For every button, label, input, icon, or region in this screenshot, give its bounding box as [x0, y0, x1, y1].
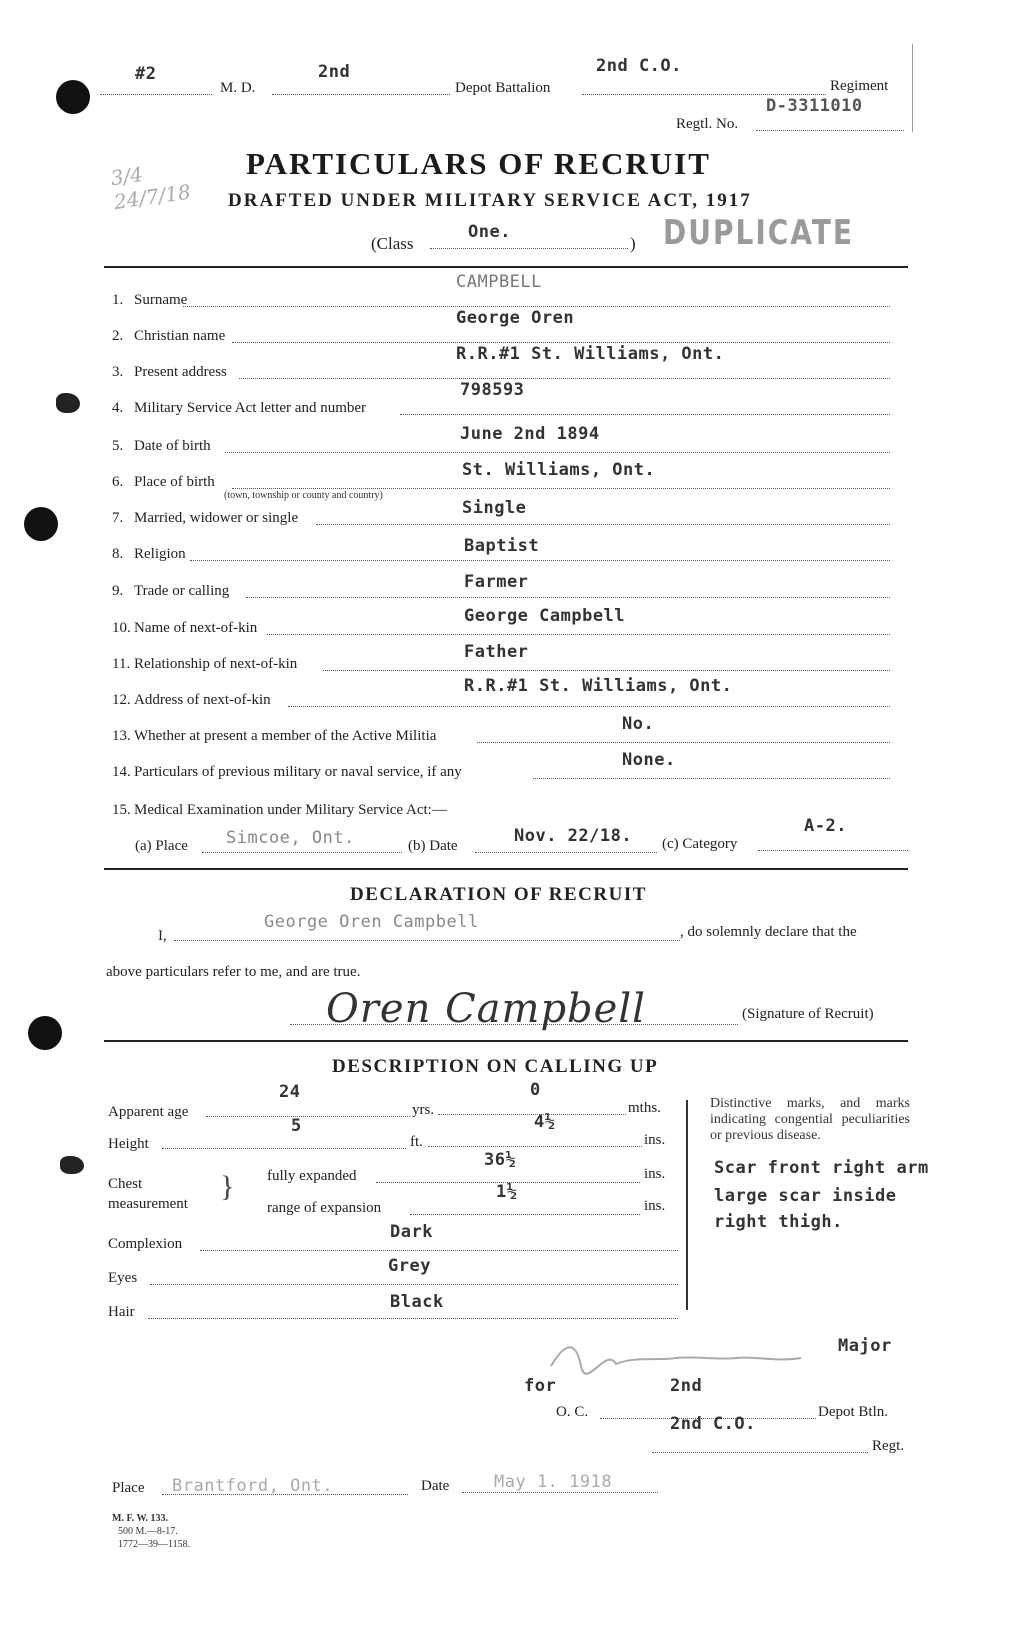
officer-for: for [524, 1376, 557, 1396]
field-number: 12. [112, 692, 131, 708]
marks-line-1: Scar front right arm [714, 1158, 929, 1178]
field-value: St. Williams, Ont. [462, 460, 656, 480]
field-value: R.R.#1 St. Williams, Ont. [456, 344, 725, 364]
medical-category-label: (c) Category [662, 836, 738, 852]
declaration-text: , do solemnly declare that the [680, 924, 857, 940]
class-value: One. [468, 222, 511, 242]
divider [104, 266, 908, 268]
description-title: DESCRIPTION ON CALLING UP [332, 1056, 659, 1077]
distinctive-marks-label: Distinctive marks, and marks indicating congential peculiarities or previous disease. [710, 1096, 910, 1143]
complexion-label: Complexion [108, 1236, 183, 1252]
brace: } [220, 1170, 235, 1203]
mths-label: mths. [628, 1100, 661, 1116]
field-label: Surname [134, 292, 188, 308]
field-value: R.R.#1 St. Williams, Ont. [464, 676, 733, 696]
divider [104, 868, 908, 870]
field-number: 3. [112, 364, 124, 380]
margin-line [912, 44, 913, 132]
regiment-label: Regiment [830, 78, 889, 94]
officer-signature [546, 1336, 806, 1376]
class-close: ) [630, 234, 636, 253]
field-value: CAMPBELL [456, 272, 542, 292]
height-label: Height [108, 1136, 149, 1152]
binder-hole [24, 507, 58, 541]
chest-label: Chest [108, 1176, 143, 1192]
fully-expanded-value: 36½ [484, 1150, 517, 1170]
ft-label: ft. [410, 1134, 423, 1150]
depot-btln-label: Depot Btln. [818, 1404, 888, 1420]
oc-label: O. C. [556, 1404, 589, 1420]
page-title: PARTICULARS OF RECRUIT [246, 146, 711, 181]
birth-place-note: (town, township or county and country) [224, 490, 383, 501]
field-number: 1. [112, 292, 124, 308]
field-number: 2. [112, 328, 124, 344]
field-number: 6. [112, 474, 124, 490]
ins-label: ins. [644, 1166, 666, 1182]
officer-regt-value: 2nd C.O. [670, 1414, 756, 1434]
age-years: 24 [279, 1082, 301, 1102]
age-label: Apparent age [108, 1104, 189, 1120]
field-label: Address of next-of-kin [134, 692, 271, 708]
field-number: 13. [112, 728, 131, 744]
field-number: 7. [112, 510, 124, 526]
declaration-title: DECLARATION OF RECRUIT [350, 884, 647, 905]
field-label: Medical Examination under Military Service Act:— [134, 802, 447, 818]
field-label: Relationship of next-of-kin [134, 656, 298, 672]
field-label: Christian name [134, 328, 226, 344]
form-number-1: M. F. W. 133. [112, 1513, 169, 1524]
field-label: Military Service Act letter and number [134, 400, 367, 416]
field-label: Trade or calling [134, 583, 230, 599]
field-value: June 2nd 1894 [460, 424, 600, 444]
field-number: 14. [112, 764, 131, 780]
page-subtitle: DRAFTED UNDER MILITARY SERVICE ACT, 1917 [228, 190, 752, 211]
range-value: 1½ [496, 1182, 518, 1202]
medical-date-value: Nov. 22/18. [514, 826, 633, 846]
marks-line-3: right thigh. [714, 1212, 843, 1232]
field-label: Whether at present a member of the Active Militia [134, 728, 437, 744]
depot-label: Depot Battalion [455, 80, 551, 96]
binder-hole [28, 1016, 62, 1050]
yrs-label: yrs. [412, 1102, 435, 1118]
medical-place-value: Simcoe, Ont. [226, 828, 355, 848]
field-number: 15. [112, 802, 131, 818]
footer-date-value: May 1. 1918 [494, 1472, 613, 1492]
medical-category-value: A-2. [804, 816, 847, 836]
fully-expanded-label: fully expanded [267, 1168, 357, 1184]
declaration-above: above particulars refer to me, and are true. [106, 964, 361, 980]
binder-hole [56, 80, 90, 114]
field-value: George Oren [456, 308, 575, 328]
class-open: (Class [371, 234, 414, 253]
officer-rank: Major [838, 1336, 892, 1356]
footer-place-value: Brantford, Ont. [172, 1476, 334, 1496]
height-in: 4½ [534, 1112, 556, 1132]
depot-value: 2nd [318, 62, 351, 82]
eyes-label: Eyes [108, 1270, 138, 1286]
ins-label: ins. [644, 1198, 666, 1214]
description-divider [686, 1100, 688, 1310]
duplicate-stamp: DUPLICATE [663, 212, 855, 253]
field-value: George Campbell [464, 606, 626, 626]
declaration-name: George Oren Campbell [264, 912, 479, 932]
field-label: Place of birth [134, 474, 215, 490]
field-label: Particulars of previous military or naval service, if any [134, 764, 462, 780]
field-value: Father [464, 642, 529, 662]
officer-unit: 2nd [670, 1376, 703, 1396]
field-label: Date of birth [134, 438, 211, 454]
height-ft: 5 [291, 1116, 302, 1136]
field-label: Present address [134, 364, 227, 380]
medical-date-label: (b) Date [408, 838, 458, 854]
footer-date-label: Date [421, 1478, 450, 1494]
pencil-note: 3/4 24/7/18 [109, 162, 193, 215]
field-number: 5. [112, 438, 124, 454]
field-number: 4. [112, 400, 124, 416]
field-value: 798593 [460, 380, 525, 400]
regiment-value: 2nd C.O. [596, 56, 682, 76]
eyes-value: Grey [388, 1256, 431, 1276]
range-label: range of expansion [267, 1200, 382, 1216]
ins-label: ins. [644, 1132, 666, 1148]
form-number-2: 500 M.—8-17. [118, 1526, 178, 1537]
field-value: None. [622, 750, 676, 770]
field-number: 11. [112, 656, 131, 672]
divider [104, 1040, 908, 1042]
field-label: Married, widower or single [134, 510, 299, 526]
md-number: #2 [135, 64, 157, 84]
field-number: 9. [112, 583, 124, 599]
declaration-i: I, [158, 928, 167, 944]
marks-line-2: large scar inside [714, 1186, 897, 1206]
field-number: 8. [112, 546, 124, 562]
field-number: 10. [112, 620, 131, 636]
regtl-no-value: D-3311010 [766, 96, 863, 116]
field-value: Single [462, 498, 527, 518]
field-value: No. [622, 714, 655, 734]
age-months: 0 [530, 1080, 541, 1100]
regt-label: Regt. [872, 1438, 905, 1454]
medical-place-label: (a) Place [135, 838, 188, 854]
ink-blot [60, 1156, 84, 1174]
md-label: M. D. [220, 80, 256, 96]
field-label: Name of next-of-kin [134, 620, 258, 636]
field-value: Farmer [464, 572, 529, 592]
field-label: Religion [134, 546, 186, 562]
measurement-label: measurement [108, 1196, 188, 1212]
complexion-value: Dark [390, 1222, 433, 1242]
field-value: Baptist [464, 536, 540, 556]
ink-blot [56, 393, 80, 413]
form-number-3: 1772—39—1158. [118, 1539, 191, 1550]
footer-place-label: Place [112, 1480, 145, 1496]
recruit-signature: Oren Campbell [326, 986, 646, 1032]
hair-value: Black [390, 1292, 444, 1312]
regtl-no-label: Regtl. No. [676, 116, 739, 132]
hair-label: Hair [108, 1304, 135, 1320]
signature-label: (Signature of Recruit) [742, 1006, 874, 1022]
